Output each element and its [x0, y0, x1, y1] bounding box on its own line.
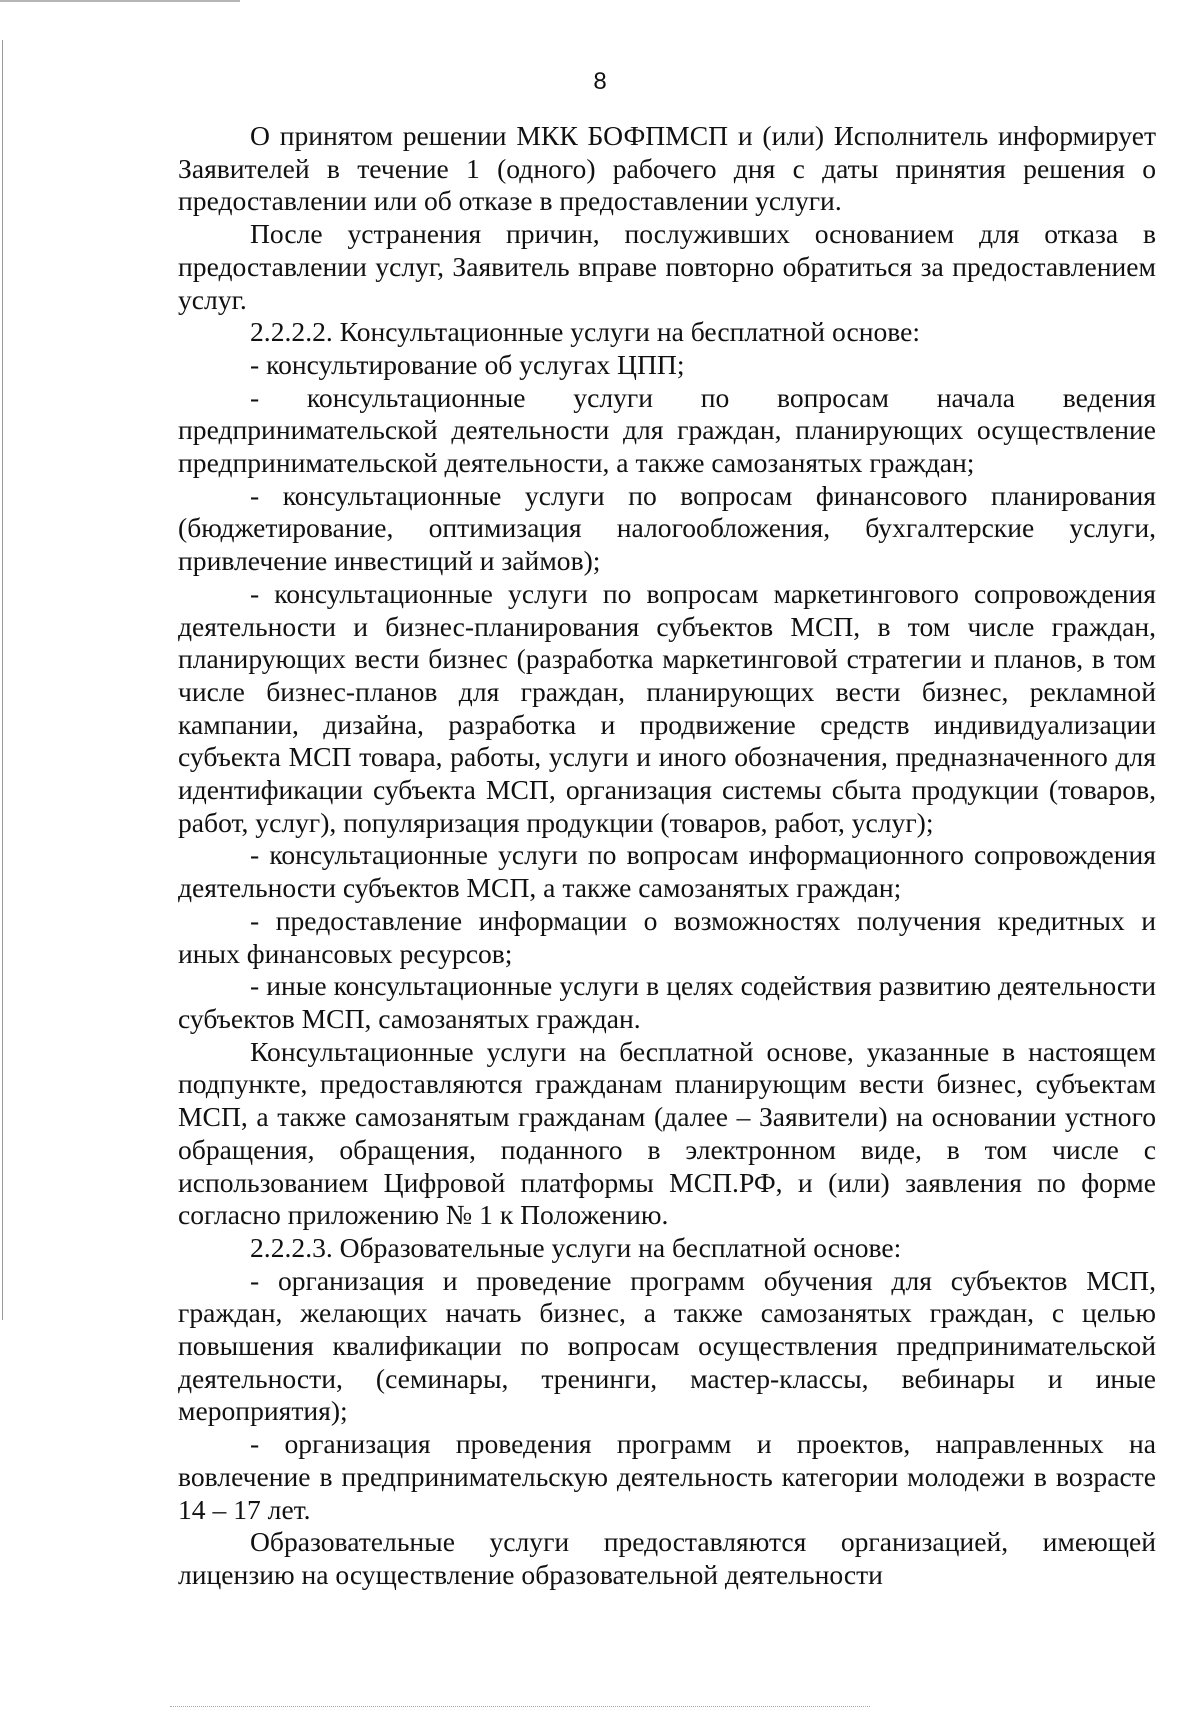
scan-edge-top [0, 0, 240, 2]
list-item-credit-info: - предоставление информации о возможностях получения кредитных и иных финансовых ресурсов; [178, 904, 1156, 969]
list-item-other-consulting: - иные консультационные услуги в целях содействия развитию деятельности субъектов МСП, самозанятых граждан. [178, 970, 1156, 1034]
document-body [178, 120, 1156, 1592]
list-item-consulting-startup: - консультационные услуги по вопросам начала ведения предпринимательской деятельности для граждан, планирующих осуществление предпринимательской деятельности, а также самозанятых граждан; [178, 381, 1156, 479]
paragraph-repeat-application: После устранения причин, послуживших основанием для отказа в предоставлении услуг, Заявитель вправе повторно обратиться за предоставлением услуг. [178, 218, 1156, 315]
scan-edge-bottom [170, 1706, 870, 1708]
scan-edge-left [2, 40, 3, 1320]
list-item-consulting-cpp: - консультирование об услугах ЦПП; [250, 348, 685, 380]
section-heading-consulting: 2.2.2.2. Консультационные услуги на бесплатной основе: [250, 316, 921, 348]
paragraph-consulting-recipients: Консультационные услуги на бесплатной основе, указанные в настоящем подпункте, предоставляются гражданам планирующим вести бизнес, субъектам МСП, а также самозанятым гражданам (далее – Заявители) на основании устного обращения, обращения, поданного в электронном виде, в том числе с использованием Цифровой платформы МСП.РФ, и (или) заявления по форме согласно приложению № 1 к Положению. [178, 1035, 1156, 1231]
section-heading-education: 2.2.2.3. Образовательные услуги на бесплатной основе: [250, 1231, 902, 1263]
list-item-youth-programs: - организация проведения программ и проектов, направленных на вовлечение в предпринимательскую деятельность категории молодежи в возрасте 14 – 17 лет. [178, 1428, 1156, 1525]
list-item-consulting-finance: - консультационные услуги по вопросам финансового планирования (бюджетирование, оптимизация налогообложения, бухгалтерские услуги, привлечение инвестиций и займов); [178, 479, 1156, 577]
paragraph-decision-notice: О принятом решении МКК БОФПМСП и (или) Исполнитель информирует Заявителей в течение 1 (одного) рабочего дня с даты принятия решения о предоставлении или об отказе в предоставлении услуги. [178, 120, 1156, 217]
list-item-consulting-marketing: - консультационные услуги по вопросам маркетингового сопровождения деятельности и бизнес-планирования субъектов МСП, в том числе граждан, планирующих вести бизнес (разработка маркетинговой стратегии и планов, в том числе бизнес-планов для граждан, планирующих вести бизнес, рекламной кампании, дизайна, разработка и продвижение средств индивидуализации субъекта МСП товара, работы, услуги и иного обозначения, предназначенного для идентификации субъекта МСП, организация системы сбыта продукции (товаров, работ, услуг), популяризация продукции (товаров, работ, услуг); [178, 577, 1156, 838]
paragraph-education-license: Образовательные услуги предоставляются организацией, имеющей лицензию на осуществление образовательной деятельности [178, 1526, 1156, 1590]
list-item-consulting-information: - консультационные услуги по вопросам информационного сопровождения деятельности субъектов МСП, а также самозанятых граждан; [178, 839, 1156, 904]
page-number: 8 [593, 68, 607, 95]
list-item-training-programs: - организация и проведение программ обучения для субъектов МСП, граждан, желающих начать бизнес, а также самозанятых граждан, с целью повышения квалификации по вопросам осуществления предпринимательской деятельности, (семинары, тренинги, мастер-классы, вебинары и иные мероприятия); [178, 1264, 1156, 1427]
